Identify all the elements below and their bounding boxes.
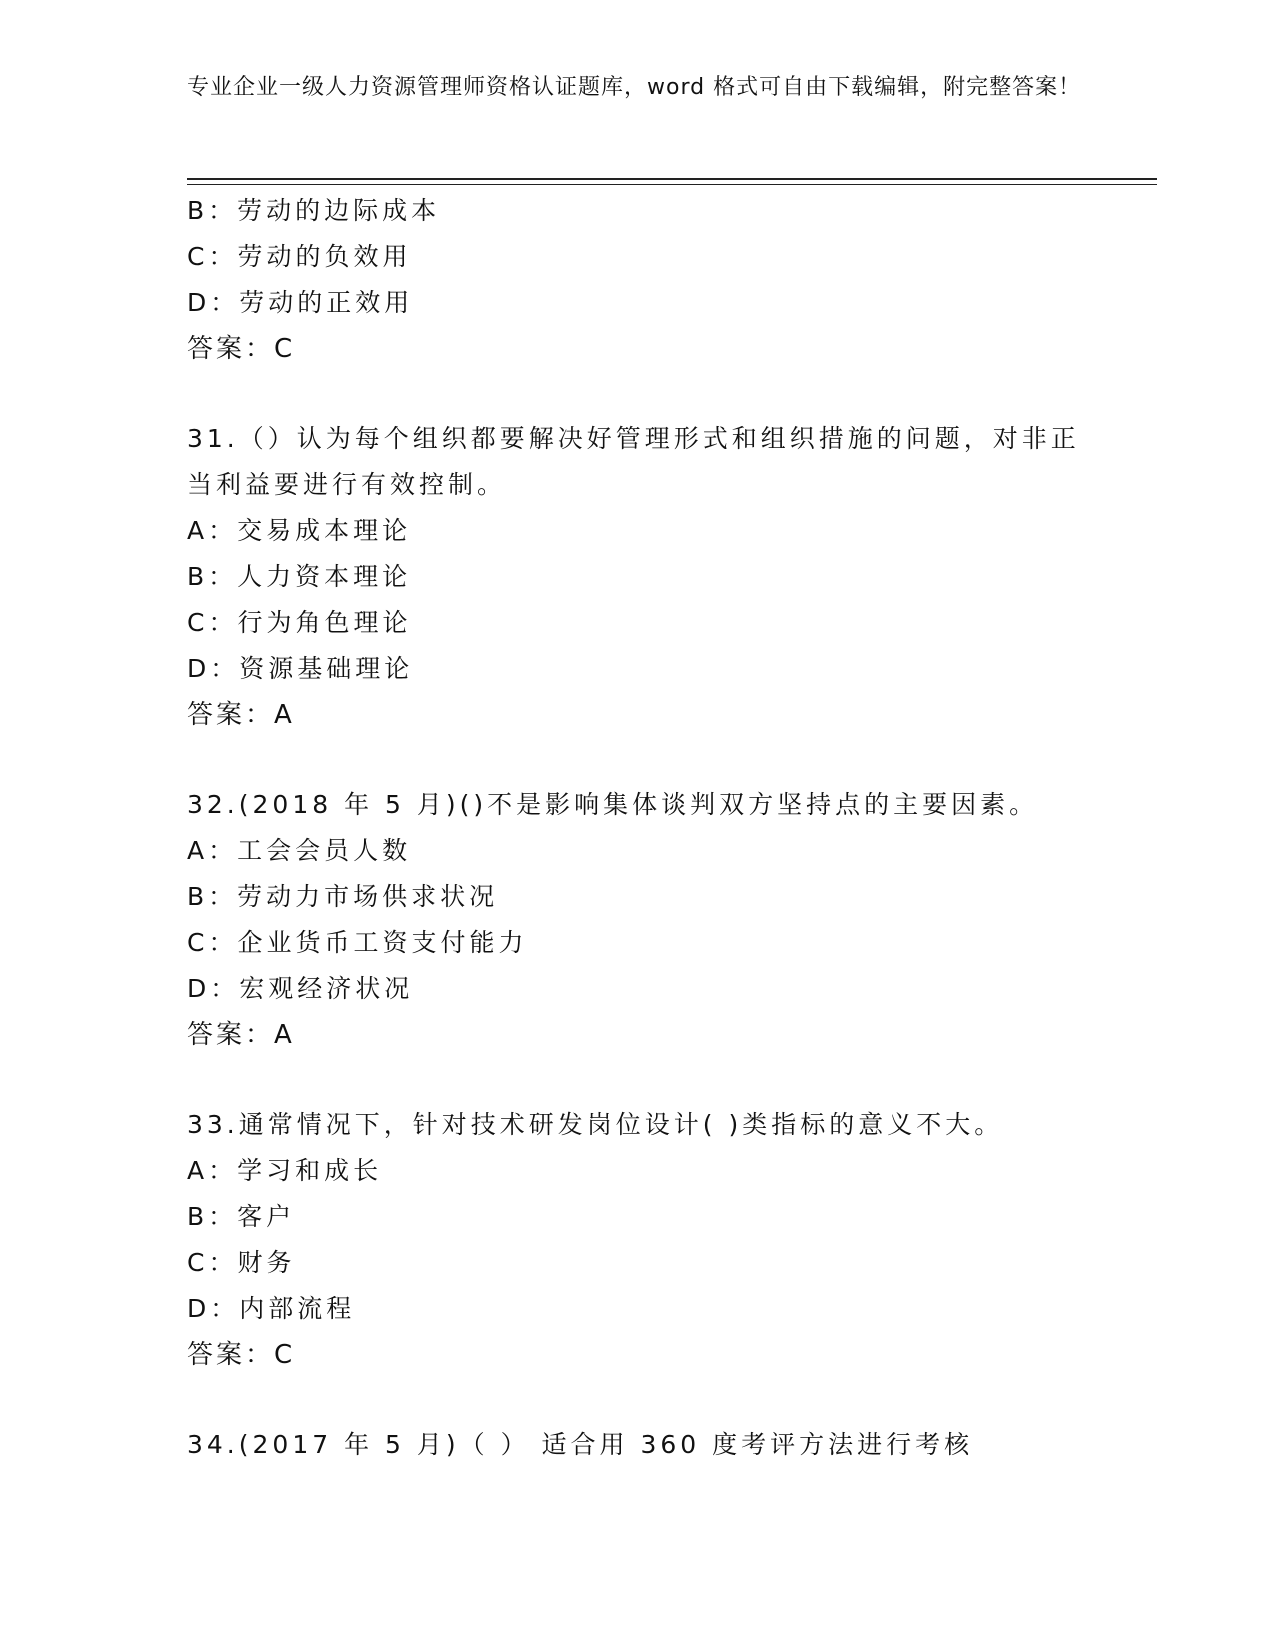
answer: 答案：C bbox=[187, 1340, 296, 1370]
header-rule-thick bbox=[187, 178, 1157, 180]
option-d: D：宏观经济状况 bbox=[187, 974, 414, 1003]
option-c: C：行为角色理论 bbox=[187, 608, 412, 637]
option-a: A：学习和成长 bbox=[187, 1156, 383, 1185]
option-c: C：劳动的负效用 bbox=[187, 242, 412, 271]
page-header: 专业企业一级人力资源管理师资格认证题库，word 格式可自由下载编辑，附完整答案！ bbox=[187, 75, 1082, 100]
option-a: A：交易成本理论 bbox=[187, 516, 412, 545]
question-list bbox=[187, 188, 1087, 1512]
question-31 bbox=[187, 416, 1087, 738]
option-c: C：企业货币工资支付能力 bbox=[187, 928, 528, 957]
option-a: A：工会会员人数 bbox=[187, 836, 412, 865]
answer: 答案：A bbox=[187, 700, 295, 730]
answer: 答案：C bbox=[187, 334, 296, 364]
option-b: B：客户 bbox=[187, 1202, 296, 1231]
option-d: D：资源基础理论 bbox=[187, 654, 414, 683]
option-b: B：人力资本理论 bbox=[187, 562, 412, 591]
option-d: D：内部流程 bbox=[187, 1294, 356, 1323]
option-b: B：劳动的边际成本 bbox=[187, 196, 441, 225]
question-32 bbox=[187, 782, 1087, 1058]
option-d: D：劳动的正效用 bbox=[187, 288, 414, 317]
header-rule-thin bbox=[187, 184, 1157, 185]
question-stem: 32.(2018 年 5 月)()不是影响集体谈判双方坚持点的主要因素。 bbox=[187, 790, 1039, 819]
option-c: C：财务 bbox=[187, 1248, 296, 1277]
question-33 bbox=[187, 1102, 1087, 1378]
question-34 bbox=[187, 1422, 1087, 1468]
answer: 答案：A bbox=[187, 1020, 295, 1050]
question-stem: 34.(2017 年 5 月)（ ） 适合用 360 度考评方法进行考核 bbox=[187, 1430, 974, 1459]
question-stem: 33.通常情况下，针对技术研发岗位设计( )类指标的意义不大。 bbox=[187, 1110, 1004, 1139]
continued-question bbox=[187, 188, 1087, 372]
option-b: B：劳动力市场供求状况 bbox=[187, 882, 499, 911]
question-stem: 31.（）认为每个组织都要解决好管理形式和组织措施的问题，对非正当利益要进行有效控制。 bbox=[187, 424, 1080, 499]
